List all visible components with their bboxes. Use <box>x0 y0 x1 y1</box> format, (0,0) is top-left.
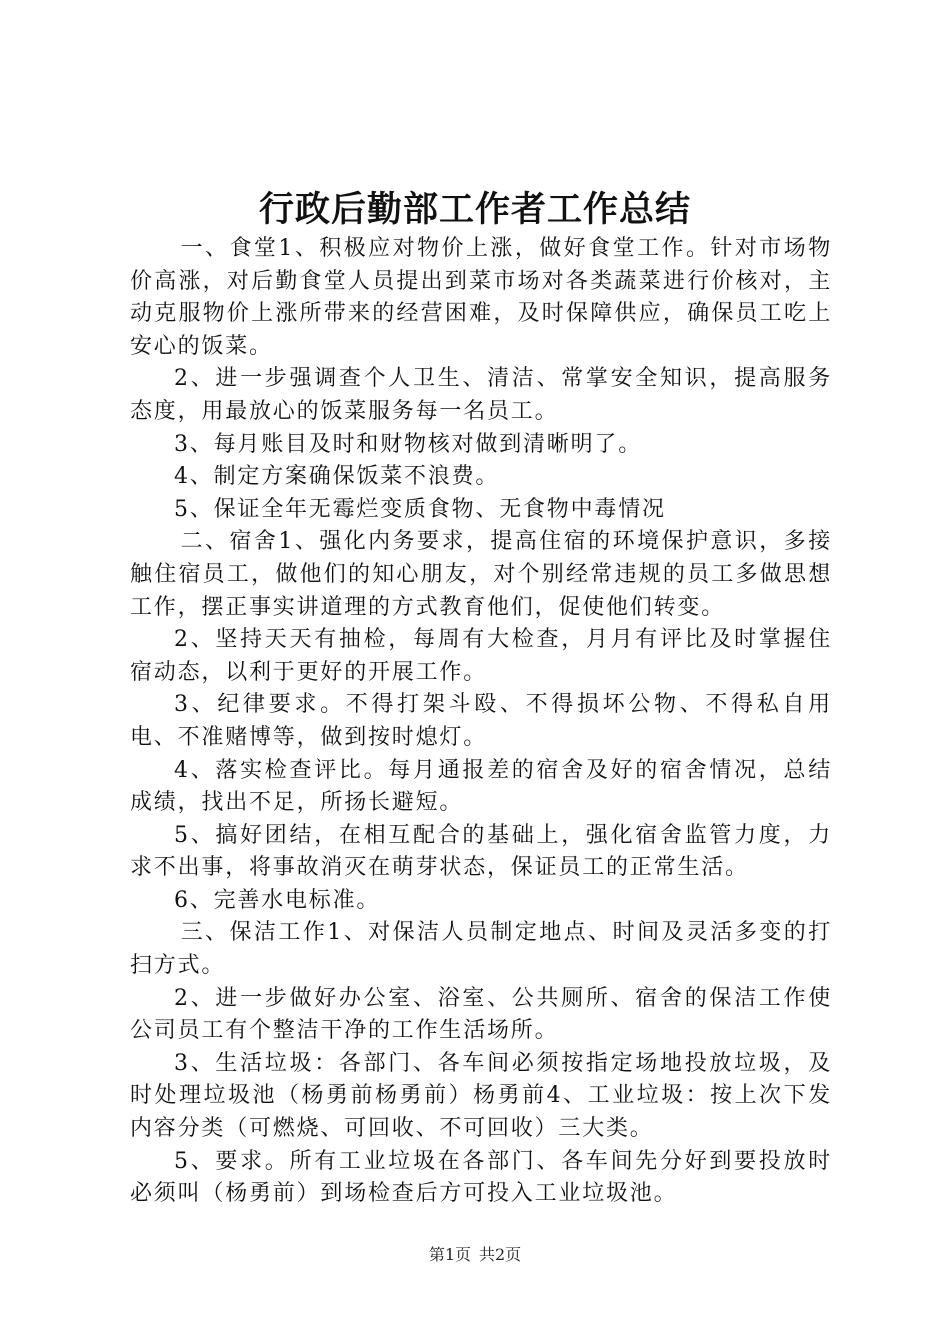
paragraph: 5、要求。所有工业垃圾在各部门、各车间先分好到要投放时必须叫（杨勇前）到场检查后方可投入工业垃圾池。 <box>130 1148 832 1207</box>
paragraph: 5、搞好团结，在相互配合的基础上，强化宿舍监管力度，力求不出事，将事故消灭在萌芽状态，保证员工的正常生活。 <box>130 822 832 881</box>
paragraph: 2、坚持天天有抽检，每周有大检查，月月有评比及时掌握住宿动态，以利于更好的开展工作。 <box>130 627 832 685</box>
section-canteen-paragraph: 一、食堂1、积极应对物价上涨，做好食堂工作。针对市场物价高涨，对后勤食堂人员提出到菜市场对各类蔬菜进行价核对，主动克服物价上涨所带来的经营困难，及时保障供应，确保员工吃上安心的饭菜。 <box>130 236 832 359</box>
page-footer <box>0 1244 950 1266</box>
page-number-current: 第1页 <box>428 1245 471 1264</box>
page-number-total: 共2页 <box>479 1245 522 1264</box>
paragraph: 4、落实检查评比。每月通报差的宿舍及好的宿舍情况，总结成绩，找出不足，所扬长避短。 <box>130 757 832 816</box>
document-body <box>130 233 832 1211</box>
paragraph: 2、进一步强调查个人卫生、清洁、常掌安全知识，提高服务态度，用最放心的饭菜服务每一名员工。 <box>130 366 832 424</box>
paragraph: 3、每月账目及时和财物核对做到清晰明了。 <box>174 431 642 457</box>
section-cleaning-paragraph: 三、保洁工作1、对保洁人员制定地点、时间及灵活多变的打扫方式。 <box>130 920 832 979</box>
paragraph: 6、完善水电标准。 <box>174 887 381 913</box>
paragraph: 3、生活垃圾：各部门、各车间必须按指定场地投放垃圾，及时处理垃圾池（杨勇前杨勇前）杨勇前4、工业垃圾：按上次下发内容分类（可燃烧、可回收、不可回收）三大类。 <box>130 1050 832 1142</box>
paragraph: 2、进一步做好办公室、浴室、公共厕所、宿舍的保洁工作使公司员工有个整洁干净的工作生活场所。 <box>130 985 832 1044</box>
document-title: 行政后勤部工作者工作总结 <box>258 189 691 230</box>
paragraph: 5、保证全年无霉烂变质食物、无食物中毒情况 <box>174 496 666 522</box>
paragraph: 4、制定方案确保饭菜不浪费。 <box>174 464 500 490</box>
section-dormitory-paragraph: 二、宿舍1、强化内务要求，提高住宿的环境保护意识，多接触住宿员工，做他们的知心朋友，对个别经常违规的员工多做思想工作，摆正事实讲道理的方式教育他们，促使他们转变。 <box>130 529 832 620</box>
paragraph: 3、纪律要求。不得打架斗殴、不得损坏公物、不得私自用电、不准赌博等，做到按时熄灯。 <box>130 692 832 750</box>
